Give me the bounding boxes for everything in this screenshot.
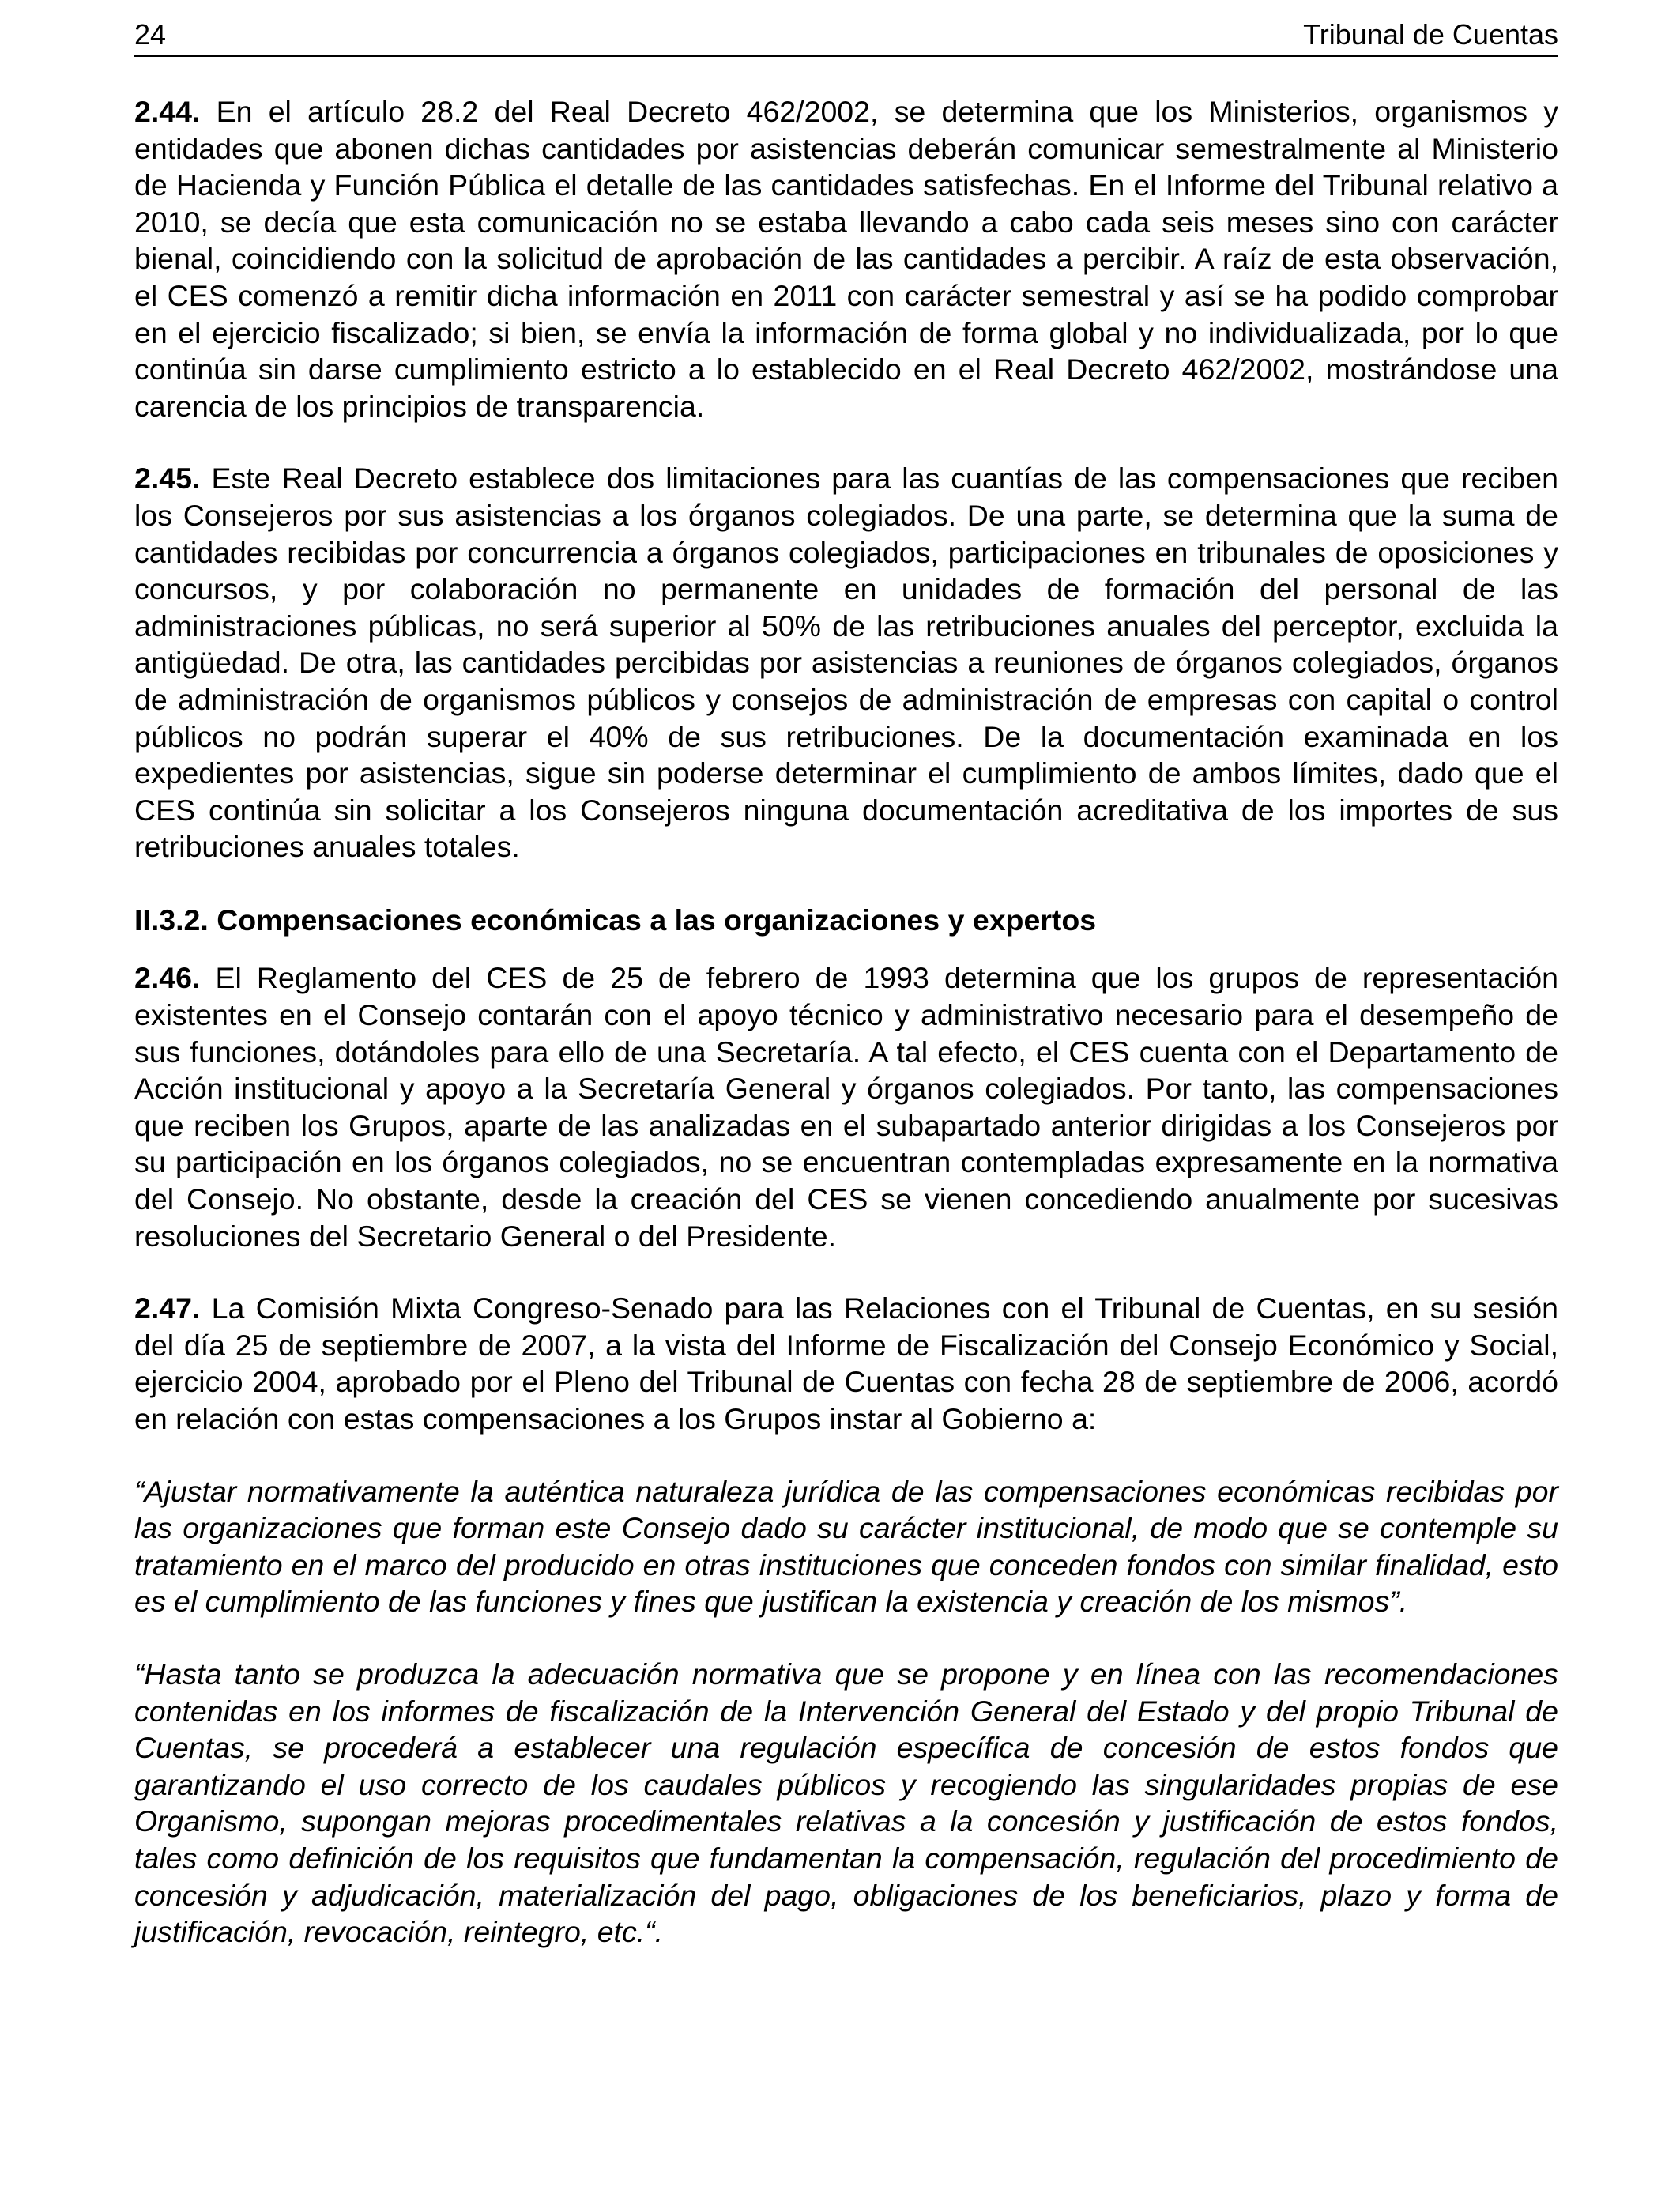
paragraph-number: 2.45.	[134, 462, 201, 496]
section-heading: II.3.2. Compensaciones económicas a las organizaciones y expertos	[134, 903, 1097, 937]
paragraph-text: El Reglamento del CES de 25 de febrero de 1993 determina que los grupos de representación existentes en el Consejo contarán con el apoyo técnico y administrativo necesario para el desempeño de sus funciones, dotándoles para ello de una Secretaría. A tal efecto, el CES cuenta con el Departamento de Acción institucional y apoyo a la Secretaría General y órganos colegiados. Por tanto, las compensaciones que reciben los Grupos, aparte de las analizadas en el subapartado anterior dirigidas a los Consejeros por su participación en los órganos colegiados, no se encuentran contempladas expresamente en la normativa del Consejo. No obstante, desde la creación del CES se vienen concediendo anualmente por sucesivas resoluciones del Secretario General o del Presidente.	[134, 961, 1558, 1253]
paragraph-2-46	[134, 959, 1558, 1254]
header-title: Tribunal de Cuentas	[1303, 18, 1558, 51]
page-number: 24	[134, 18, 167, 51]
paragraph-2-45	[134, 460, 1558, 865]
paragraph-text: En el artículo 28.2 del Real Decreto 462/2002, se determina que los Ministerios, organismos y entidades que abonen dichas cantidades por asistencias deberán comunicar semestralmente al Ministerio de Hacienda y Función Pública el detalle de las cantidades satisfechas. En el Informe del Tribunal relativo a 2010, se decía que esta comunicación no se estaba llevando a cabo cada seis meses sino con carácter bienal, coincidiendo con la solicitud de aprobación de las cantidades a percibir. A raíz de esta observación, el CES comenzó a remitir dicha información en 2011 con carácter semestral y así se ha podido comprobar en el ejercicio fiscalizado; si bien, se envía la información de forma global y no individualizada, por lo que continúa sin darse cumplimiento estricto a lo establecido en el Real Decreto 462/2002, mostrándose una carencia de los principios de transparencia.	[134, 95, 1558, 423]
paragraph-number: 2.46.	[134, 961, 201, 995]
paragraph-text: La Comisión Mixta Congreso-Senado para las Relaciones con el Tribunal de Cuentas, en su sesión del día 25 de septiembre de 2007, a la vista del Informe de Fiscalización del Consejo Económico y Social, ejercicio 2004, aprobado por el Pleno del Tribunal de Cuentas con fecha 28 de septiembre de 2006, acordó en relación con estas compensaciones a los Grupos instar al Gobierno a:	[134, 1291, 1558, 1435]
page-content	[134, 93, 1558, 1951]
paragraph-text: Este Real Decreto establece dos limitaciones para las cuantías de las compensaciones que reciben los Consejeros por sus asistencias a los órganos colegiados. De una parte, se determina que la suma de cantidades recibidas por concurrencia a órganos colegiados, participaciones en tribunales de oposiciones y concursos, y por colaboración no permanente en unidades de formación del personal de las administraciones públicas, no será superior al 50% de las retribuciones anuales del perceptor, excluida la antigüedad. De otra, las cantidades percibidas por asistencias a reuniones de órganos colegiados, órganos de administración de organismos públicos y consejos de administración de empresas con capital o control públicos no podrán superar el 40% de sus retribuciones. De la documentación examinada en los expedientes por asistencias, sigue sin poderse determinar el cumplimiento de ambos límites, dado que el CES continúa sin solicitar a los Consejeros ninguna documentación acreditativa de los importes de sus retribuciones anuales totales.	[134, 462, 1558, 864]
paragraph-2-47	[134, 1290, 1558, 1437]
page-header	[134, 14, 1558, 57]
paragraph-number: 2.44.	[134, 95, 201, 128]
quote-1: “Ajustar normativamente la auténtica naturaleza jurídica de las compensaciones económicas recibidas por las organizaciones que forman este Consejo dado su carácter institucional, de modo que se contemple su tratamiento en el marco del producido en otras instituciones que conceden fondos con similar finalidad, esto es el cumplimiento de las funciones y fines que justifican la existencia y creación de los mismos”.	[134, 1474, 1558, 1619]
paragraph-number: 2.47.	[134, 1291, 201, 1325]
quote-2: “Hasta tanto se produzca la adecuación normativa que se propone y en línea con las recomendaciones contenidas en los informes de fiscalización de la Intervención General del Estado y del propio Tribunal de Cuentas, se procederá a establecer una regulación específica de concesión de estos fondos que garantizando el uso correcto de los caudales públicos y recogiendo las singularidades propias de ese Organismo, supongan mejoras procedimentales relativas a la concesión y justificación de estos fondos, tales como definición de los requisitos que fundamentan la compensación, regulación del procedimiento de concesión y adjudicación, materialización del pago, obligaciones de los beneficiarios, plazo y forma de justificación, revocación, reintegro, etc.“.	[134, 1657, 1558, 1949]
paragraph-2-44	[134, 93, 1558, 424]
